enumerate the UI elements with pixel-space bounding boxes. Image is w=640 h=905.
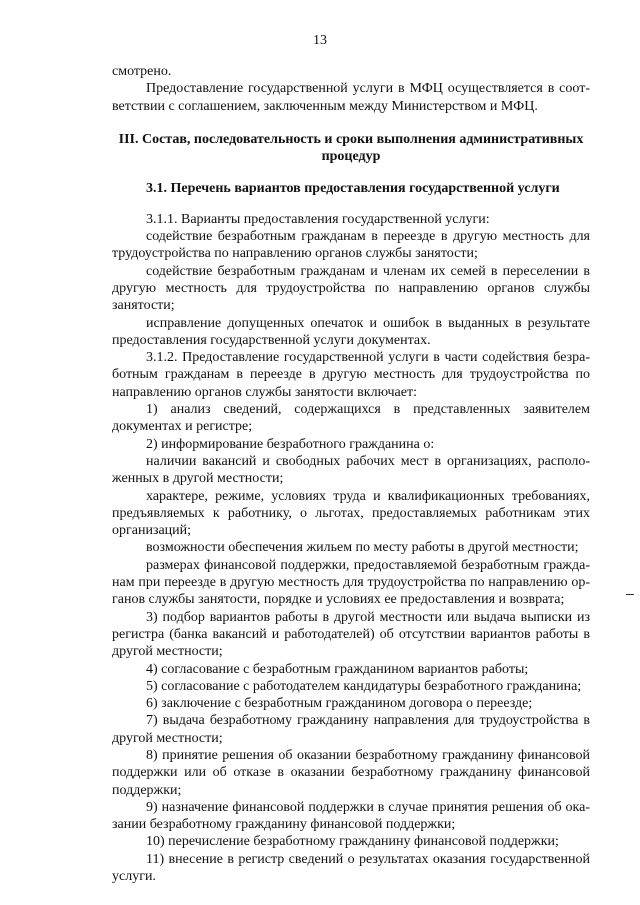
list-item: 9) назначение финансовой поддержки в случае принятия решения об оказании безработному гражданину финансовой поддержки;: [112, 799, 590, 833]
paragraph: содействие безработным гражданам и членам их семей в переселении в другую местность для трудоустройства по направлению органов службы занятости;: [112, 263, 590, 314]
subsection-heading: 3.1. Перечень вариантов предоставления государственной услуги: [146, 181, 560, 197]
list-item: 5) согласование с работодателем кандидатуры безработного гражданина;: [146, 678, 582, 694]
list-item: 4) согласование с безработным гражданином вариантов работы;: [146, 661, 529, 677]
list-item: 1) анализ сведений, содержащихся в представленных заявителем документах и регистре;: [112, 402, 590, 435]
list-item: 7) выдача безработному гражданину направления для трудоустройства в другой местности;: [112, 713, 590, 746]
paragraph: содействие безработным гражданам в переезде в другую местность для трудоустройства по направлению органов службы занятости;: [112, 229, 590, 262]
sub-item: наличии вакансий и свободных рабочих мест в организациях, расположенных в другой местности;: [112, 453, 590, 487]
paragraph: 3.1.1. Варианты предоставления государственной услуги:: [146, 211, 490, 227]
section-heading: III. Состав, последовательность и сроки выполнения административных процедур: [118, 131, 584, 165]
sub-item: возможности обеспечения жильем по месту работы в другой местности;: [146, 540, 579, 556]
sub-item: размерах финансовой поддержки, предоставляемой безработным гражданам при переезде в другую местность для трудоустройства по направлению органов службы занятости, порядке и условиях ее предоставления и возврата;: [112, 557, 590, 608]
intro-line-1: смотрено.: [112, 64, 172, 79]
list-item: 8) принятие решения об оказании безработному гражданину финансовой поддержки или об отказе в оказании безработному гражданину финансовой поддержки;: [112, 747, 590, 798]
list-item: 10) перечисление безработному гражданину финансовой поддержки;: [146, 834, 559, 850]
page-number: 13: [313, 33, 327, 48]
sub-item: характере, режиме, условиях труда и квалификационных требованиях, предъявляемых к работнику, о льготах, предоставляемых работникам этих организаций;: [112, 488, 590, 539]
list-item: 11) внесение в регистр сведений о результатах оказания государственной услуги.: [112, 851, 590, 885]
document-body: [112, 63, 590, 885]
list-item: 2) информирование безработного гражданина о:: [146, 436, 435, 452]
paragraph: 3.1.2. Предоставление государственной услуги в части содействия безработным гражданам в переезде в другую местность для трудоустройства по направлению органов службы занятости включает:: [112, 350, 590, 400]
margin-mark: [626, 594, 634, 595]
list-item: 6) заключение с безработным гражданином договора о переезде;: [146, 696, 533, 712]
intro-paragraph-2: Предоставление государственной услуги в МФЦ осуществляется в соответствии с соглашением, заключенным между Министерством и МФЦ.: [112, 81, 590, 114]
paragraph: исправление допущенных опечаток и ошибок в выданных в результате предоставления государственной услуги документах.: [112, 315, 590, 348]
list-item: 3) подбор вариантов работы в другой местности или выдача выписки из регистра (банка вакансий и работодателей) об отсутствии вариантов работы в другой местности;: [112, 609, 590, 660]
